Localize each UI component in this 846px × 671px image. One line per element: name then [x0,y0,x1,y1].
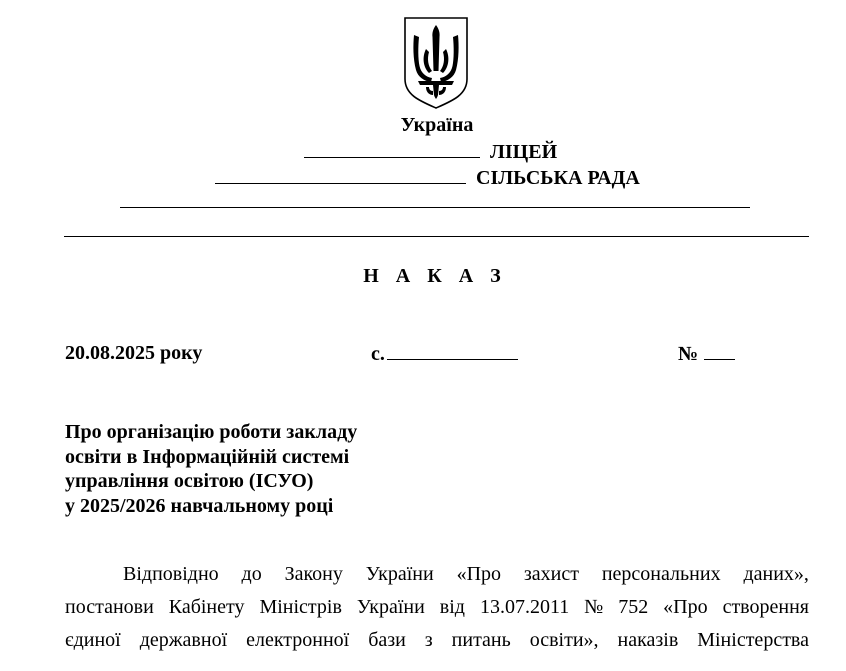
body-word: персональних [601,563,721,585]
body-word: створення [722,596,809,618]
subject-line: Про організацію роботи закладу [65,421,358,443]
subject-line: освіти в Інформаційній системі [65,445,350,468]
order-subject [65,420,357,518]
village-field [371,341,518,366]
body-word: «Про [456,563,502,585]
body-word: Кабінету [168,596,245,618]
school-name-blank[interactable] [304,139,480,158]
council-name-row [215,165,640,190]
body-word: «Про [663,596,708,618]
body-line [65,591,809,624]
subject-line: у 2025/2026 навчальному році [65,494,334,517]
body-word: даних», [743,563,809,585]
body-word: освіти», [529,629,599,651]
council-type-label: СІЛЬСЬКА РАДА [476,167,640,189]
number-prefix: № [678,343,699,365]
body-word: № [584,596,604,618]
school-type-label: ЛІЦЕЙ [490,141,558,163]
body-word: Закону [284,563,343,585]
body-line [65,624,809,657]
order-number-field [678,341,735,366]
subject-line: управління освітою (ІСУО) [65,470,314,492]
body-word: бази [368,629,406,651]
body-word: України [356,596,425,618]
body-word: з [424,629,433,651]
body-word: електронної [246,629,350,651]
body-word: України [365,563,434,585]
body-word: державної [139,629,228,651]
body-word: Відповідно [123,563,219,585]
trident-coat-of-arms-icon [402,15,470,111]
body-word: захист [523,563,579,585]
body-word: питань [451,629,511,651]
body-word: єдиної [65,629,121,651]
body-word: Міністерства [697,629,809,651]
body-word: наказів [617,629,679,651]
header-divider-short [120,207,750,208]
village-blank[interactable] [387,341,518,360]
council-name-blank[interactable] [215,165,466,184]
body-word: 752 [618,596,649,618]
order-number-blank[interactable] [704,341,735,360]
header-divider-long [64,236,809,237]
body-word: Міністрів [259,596,342,618]
village-prefix: с. [371,343,385,365]
country-name: Україна [400,114,474,136]
body-word: 13.07.2011 [479,596,570,618]
order-date: 20.08.2025 року [65,342,203,364]
body-word: від [439,596,465,618]
body-word: до [241,563,262,585]
body-word: постанови [65,596,154,618]
school-name-row [304,139,557,164]
body-line [65,558,809,591]
order-body [65,558,809,657]
order-title: Н А К А З [363,265,507,287]
